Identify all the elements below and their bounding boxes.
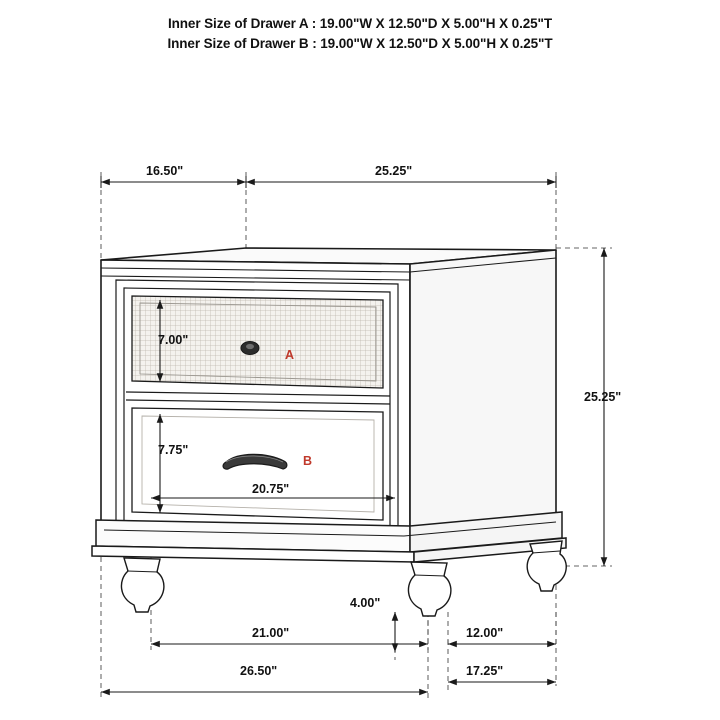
- drawer-a-letter: A: [285, 348, 295, 362]
- dim-top-right-width: 25.25": [375, 164, 413, 178]
- dim-drawer-b-height: 7.75": [158, 443, 189, 457]
- dim-overall-depth: 17.25": [466, 664, 504, 678]
- dim-drawer-b-width: 20.75": [252, 482, 290, 496]
- dim-leg-height: 4.00": [350, 596, 381, 610]
- dim-case-height: 25.25": [584, 390, 622, 404]
- drawer-a-spec-line: Inner Size of Drawer A : 19.00"W X 12.50"D X 5.00"H X 0.25"T: [167, 16, 552, 31]
- drawer-b-letter: B: [303, 454, 313, 468]
- dim-side-depth: 12.00": [466, 626, 504, 640]
- dim-front-width: 21.00": [252, 626, 290, 640]
- dim-top-left-width: 16.50": [146, 164, 184, 178]
- dim-drawer-a-height: 7.00": [158, 333, 189, 347]
- drawer-b-spec-line: Inner Size of Drawer B : 19.00"W X 12.50"D X 5.00"H X 0.25"T: [167, 36, 553, 51]
- dim-overall-width: 26.50": [240, 664, 278, 678]
